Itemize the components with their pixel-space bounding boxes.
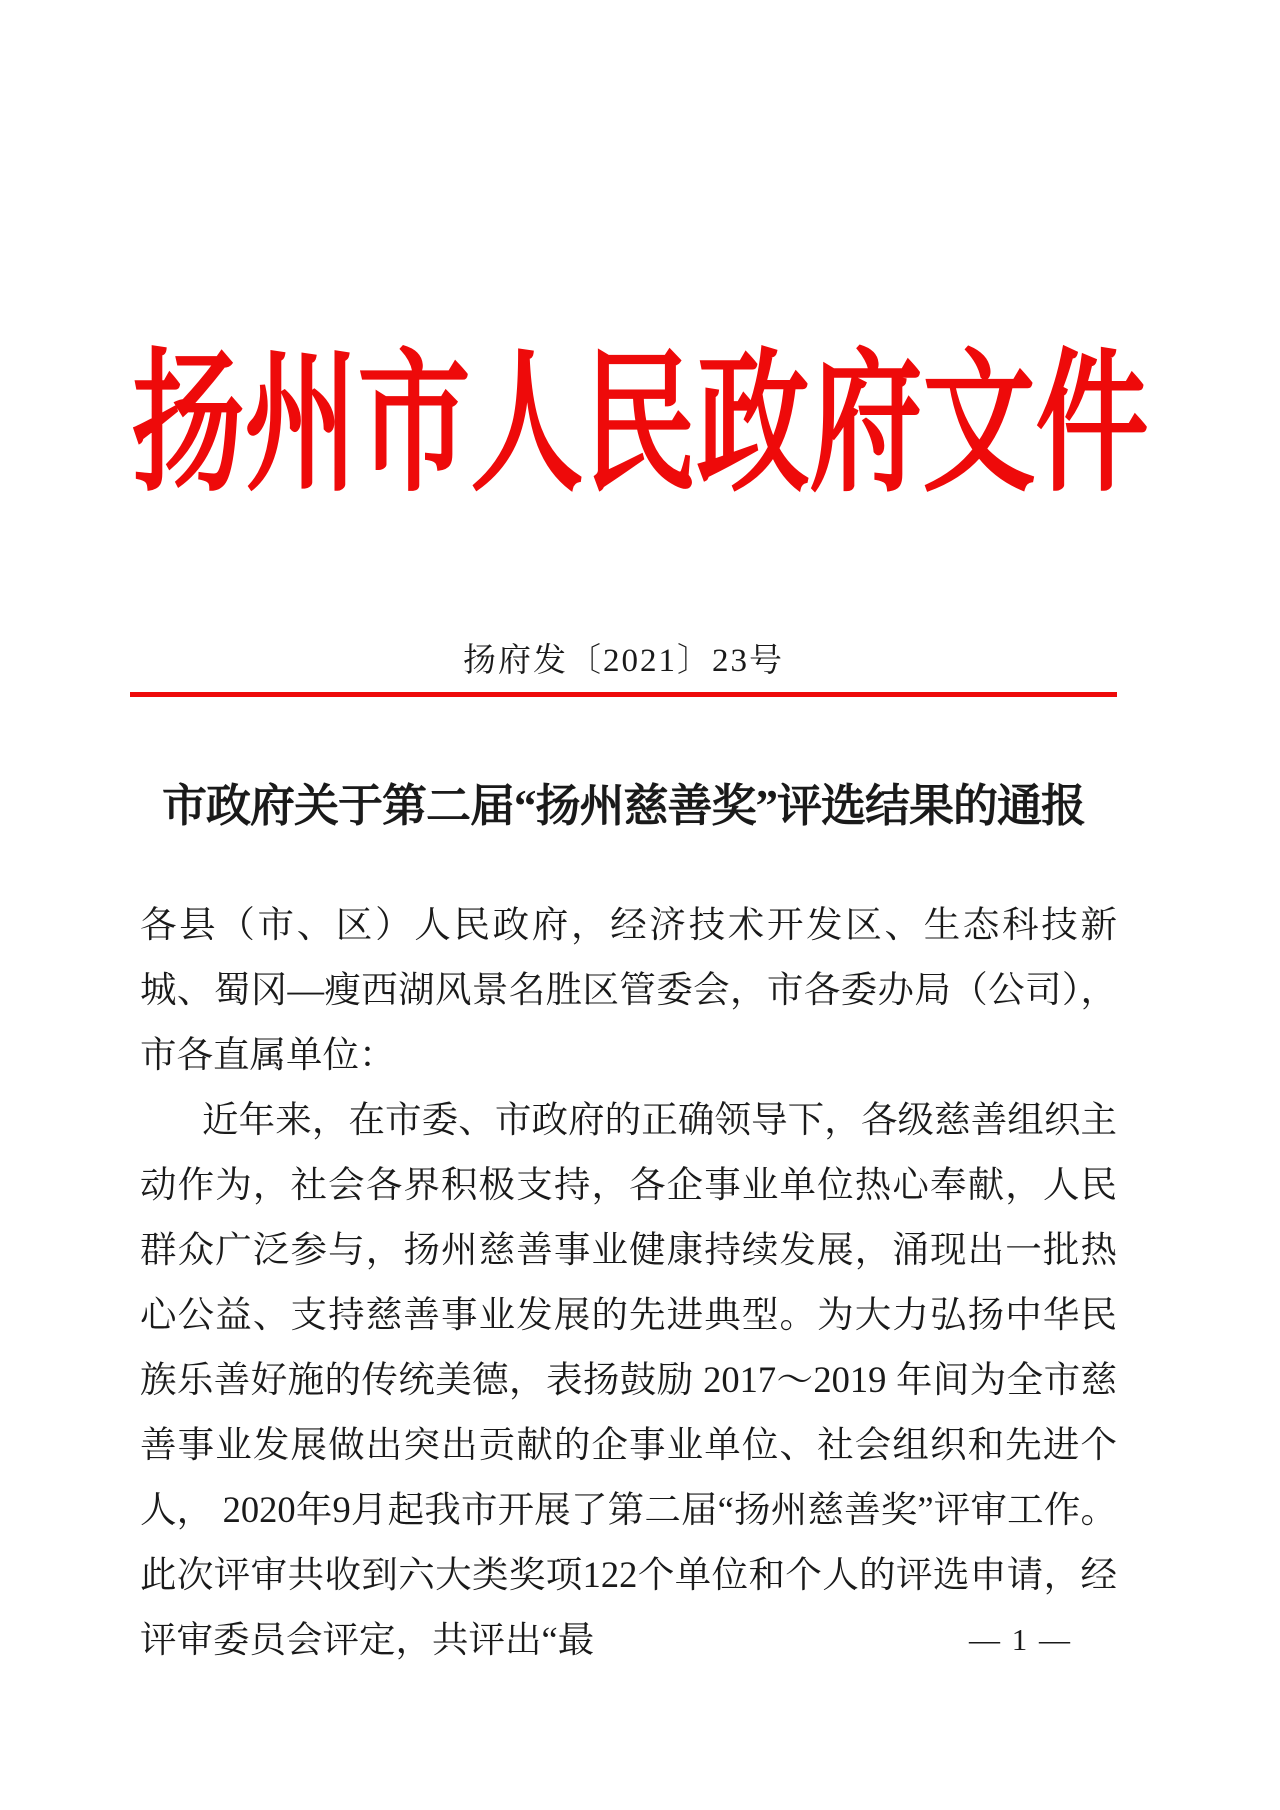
issuing-authority-header: 扬州市人民政府文件: [131, 340, 1149, 511]
document-title: 市政府关于第二届“扬州慈善奖”评选结果的通报: [161, 781, 1085, 831]
document-reference-number: 扬府发〔2021〕23号: [463, 643, 784, 679]
red-divider-line: [130, 692, 1117, 697]
page-number: — 1 —: [969, 1622, 1072, 1657]
body-paragraph: 近年来，在市委、市政府的正确领导下，各级慈善组织主动作为，社会各界积极支持，各企事业单位热心奉献，人民群众广泛参与，扬州慈善事业健康持续发展，涌现出一批热心公益、支持慈善事业发展的先进典型。为大力弘扬中华民族乐善好施的传统美德，表扬鼓励 2017～2019 年间为全市慈善事业发展做出突出贡献的企事业单位、社会组织和先进个人， 2020年9月起我市开展了第二届“扬州慈善奖”评审工作。此次评审共收到六大类奖项122个单位和个人的评选申请，经评审委员会评定，共评出“最: [140, 1099, 1117, 1660]
document-body: [140, 892, 1117, 1672]
salutation-paragraph: 各县（市、区）人民政府，经济技术开发区、生态科技新城、蜀冈—瘦西湖风景名胜区管委会，市各委办局（公司），市各直属单位：: [140, 904, 1117, 1075]
